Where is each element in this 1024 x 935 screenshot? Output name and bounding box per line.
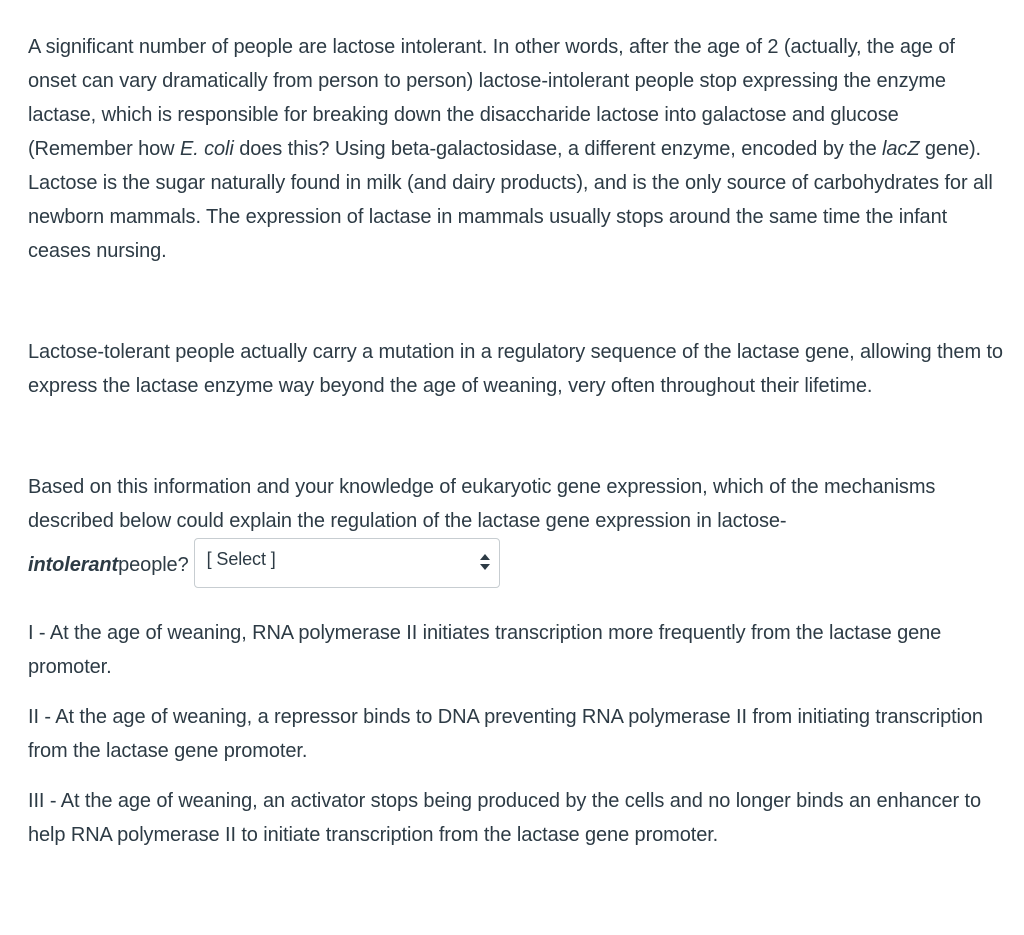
intro-text-part3: gene). Lactose is the sugar naturally found in milk (and dairy products), and is the only source of carbohydrates for all newborn mammals. The expression of lactase in mammals usually stops around the same time the infant ceases nursing. bbox=[28, 138, 993, 262]
option-item: II - At the age of weaning, a repressor binds to DNA preventing RNA polymerase II from initiating transcription from the lactase gene promoter. bbox=[28, 706, 983, 762]
question-content bbox=[28, 30, 1008, 852]
option-item: I - At the age of weaning, RNA polymerase II initiates transcription more frequently from the lactase gene promoter. bbox=[28, 622, 942, 678]
lacz-term: lacZ bbox=[882, 138, 920, 160]
intolerant-emphasis: intolerant bbox=[28, 554, 119, 576]
intro-text-part2: does this? Using beta-galactosidase, a different enzyme, encoded by the bbox=[233, 138, 883, 160]
intro-text-part1: A significant number of people are lactose intolerant. In other words, after the age of 2 (actually, the age of onset can vary dramatically from person to person) lactose-intolerant people stop expressing the enzyme lactase, which is responsible for breaking down the disaccharide lactose into galactose and glucose (Remember how bbox=[28, 36, 955, 160]
question-line bbox=[28, 538, 1008, 592]
question-text: Based on this information and your knowledge of eukaryotic gene expression, which of the mechanisms described below could explain the regulation of the lactase gene expression in lactose- bbox=[28, 476, 936, 532]
answer-select-value: [ Select ] bbox=[206, 549, 276, 569]
intro-paragraph bbox=[28, 30, 1008, 268]
option-item: III - At the age of weaning, an activator stops being produced by the cells and no longer binds an enhancer to help RNA polymerase II to initiate transcription from the lactase gene promoter. bbox=[28, 790, 981, 846]
answer-select[interactable] bbox=[194, 538, 500, 588]
question-paragraph bbox=[28, 470, 1008, 592]
tolerance-paragraph: Lactose-tolerant people actually carry a mutation in a regulatory sequence of the lactase gene, allowing them to express the lactase enzyme way beyond the age of weaning, very often throughout their lifetime. bbox=[28, 341, 1003, 397]
ecoli-term: E. coli bbox=[179, 138, 234, 160]
question-text-end: people? bbox=[118, 554, 189, 576]
updown-arrows-icon bbox=[480, 554, 490, 570]
